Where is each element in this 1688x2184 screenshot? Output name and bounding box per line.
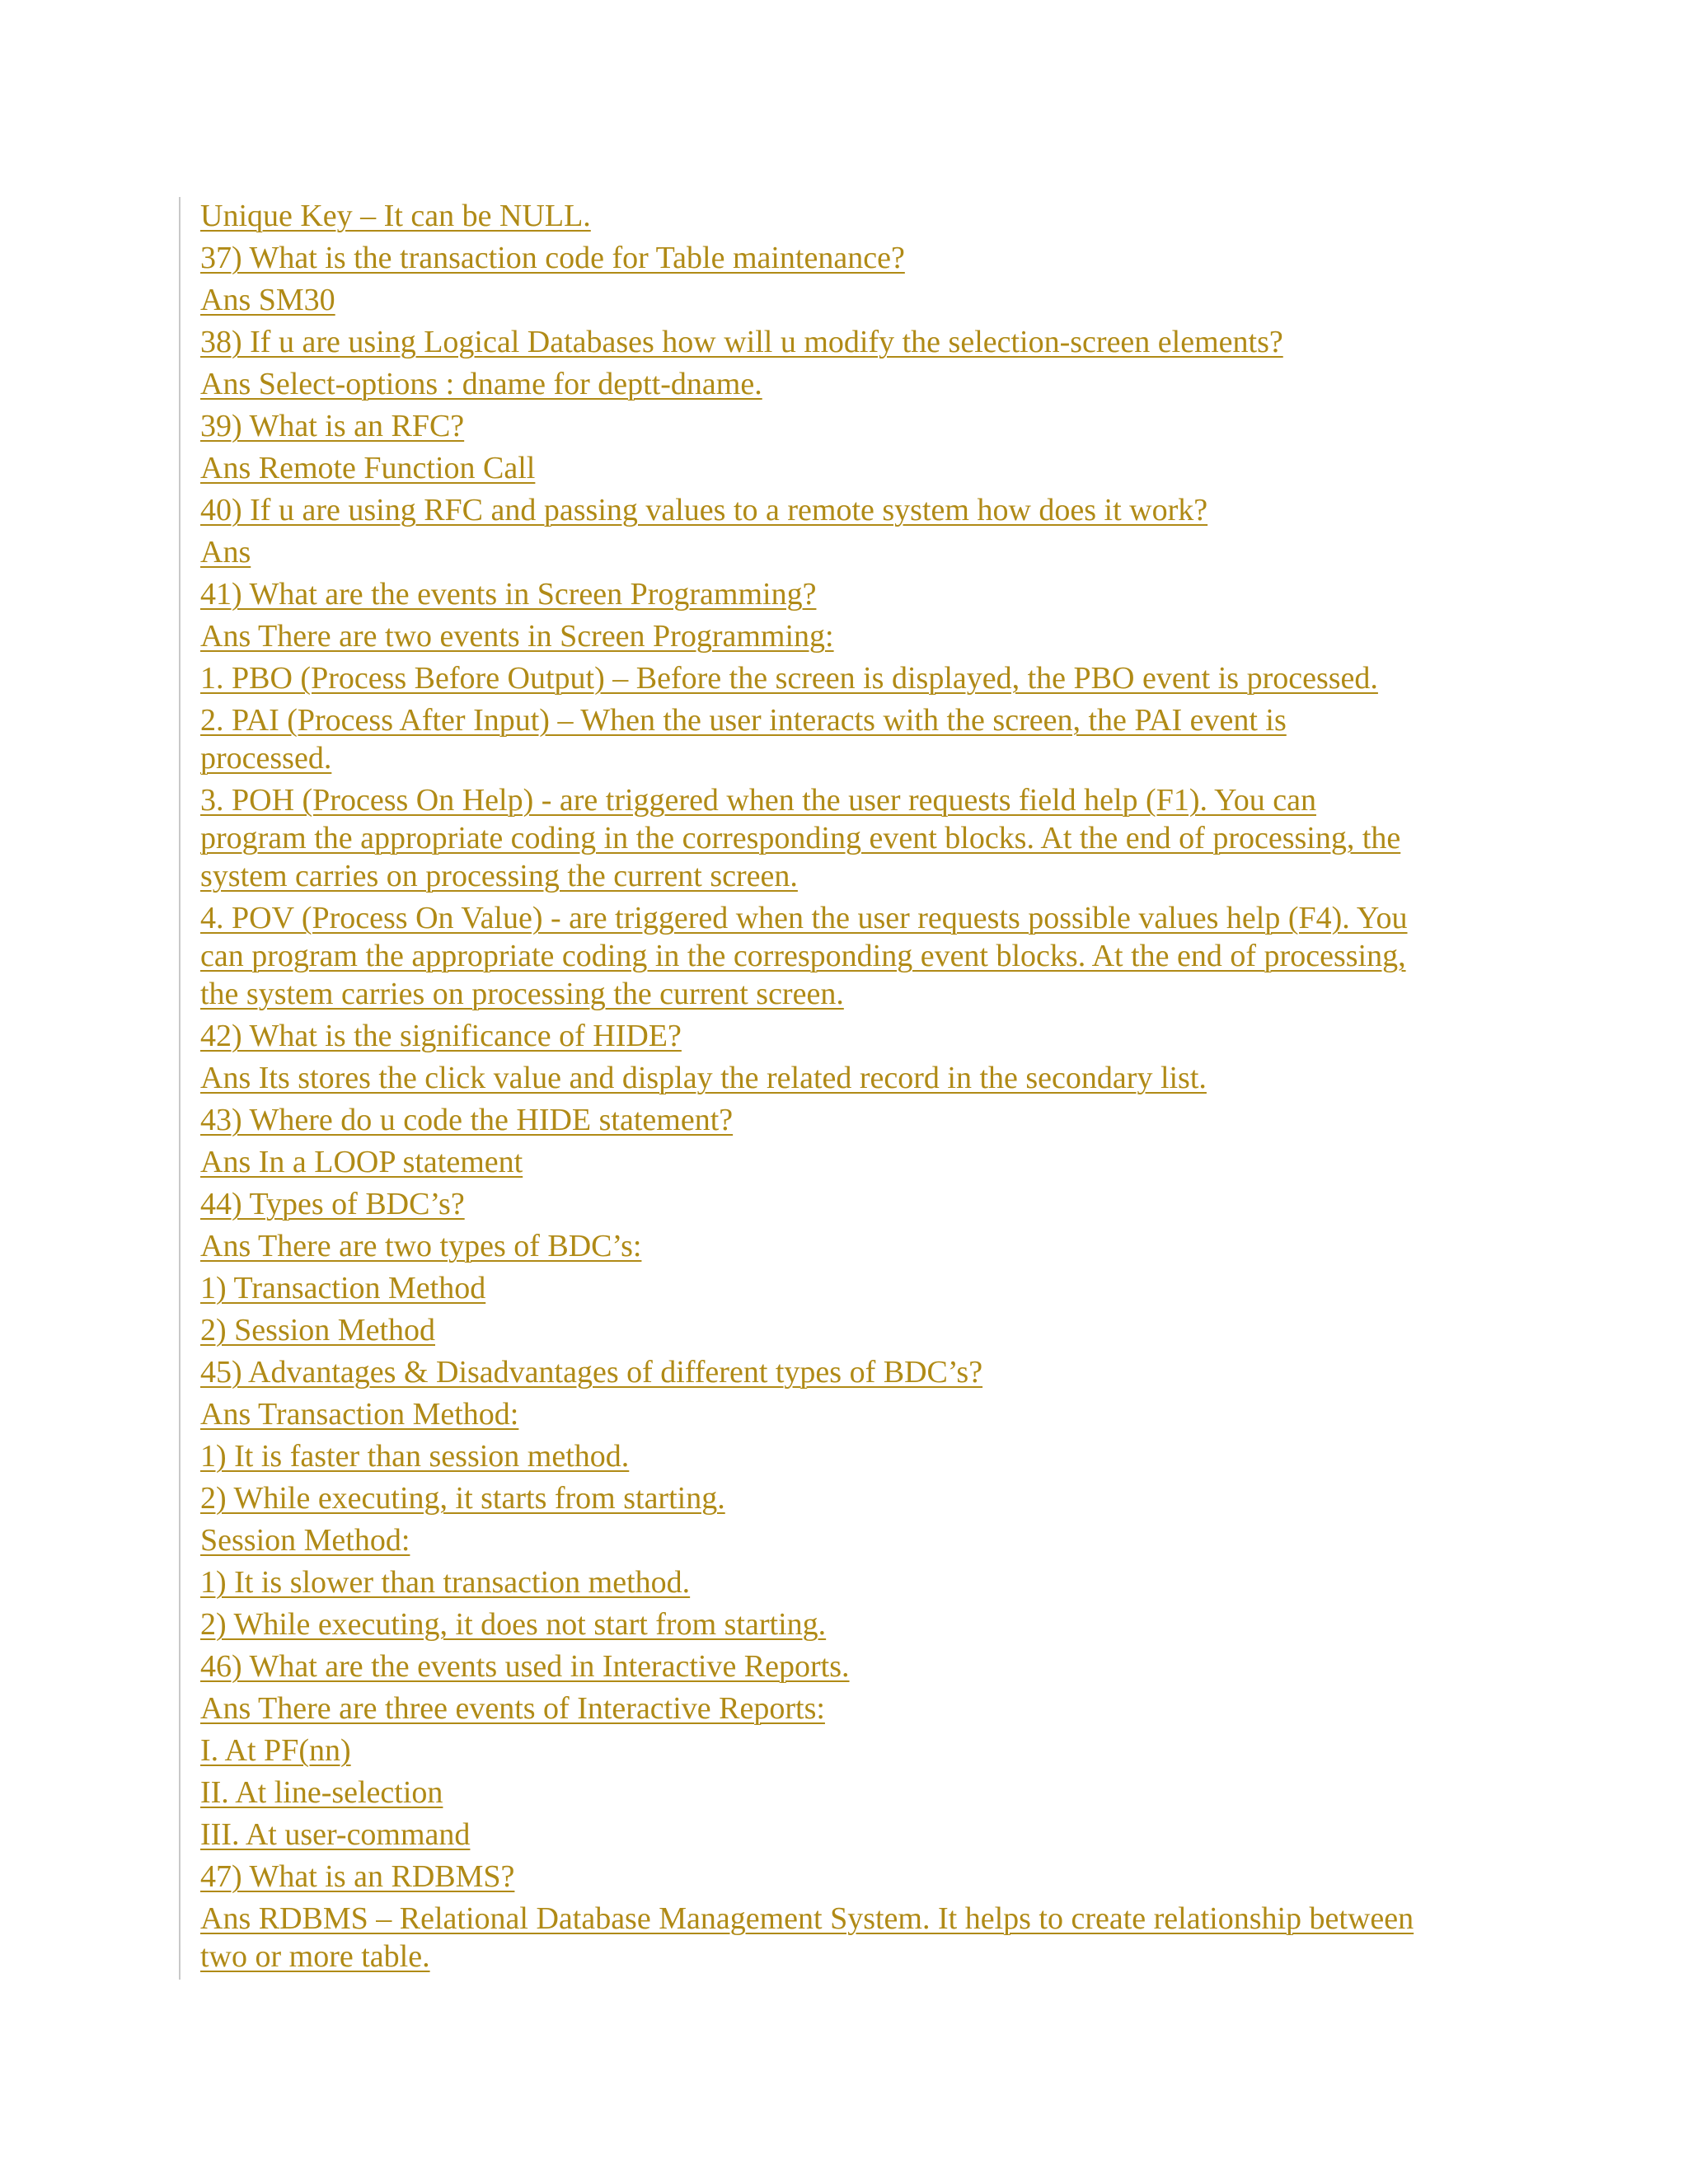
answer-45-subheading[interactable]: Session Method: xyxy=(200,1523,410,1558)
answer-45-item[interactable]: 1) It is slower than transaction method. xyxy=(200,1565,691,1600)
answer-45-item[interactable]: 2) While executing, it does not start from starting. xyxy=(200,1607,827,1642)
answer-47-cont[interactable]: two or more table. xyxy=(200,1939,430,1974)
answer-41-item-poh-cont[interactable]: program the appropriate coding in the corresponding event blocks. At the end of processing, the xyxy=(200,821,1401,855)
question-46[interactable]: 46) What are the events used in Interactive Reports. xyxy=(200,1649,850,1684)
answer-41[interactable]: Ans There are two events in Screen Programming: xyxy=(200,619,834,654)
answer-37[interactable]: Ans SM30 xyxy=(200,283,335,317)
answer-41-item-pbo[interactable]: 1. PBO (Process Before Output) – Before the screen is displayed, the PBO event is processed. xyxy=(200,661,1378,696)
question-38[interactable]: 38) If u are using Logical Databases how will u modify the selection-screen elements? xyxy=(200,325,1283,359)
answer-41-item-pov[interactable]: 4. POV (Process On Value) - are triggered when the user requests possible values help (F4). You xyxy=(200,901,1408,935)
answer-44[interactable]: Ans There are two types of BDC’s: xyxy=(200,1229,642,1263)
answer-46[interactable]: Ans There are three events of Interactive Reports: xyxy=(200,1691,825,1726)
question-37[interactable]: 37) What is the transaction code for Table maintenance? xyxy=(200,241,905,275)
question-47[interactable]: 47) What is an RDBMS? xyxy=(200,1859,515,1894)
text-line[interactable]: Unique Key – It can be NULL. xyxy=(200,199,591,233)
document-body xyxy=(179,197,1536,1980)
answer-41-item-pov-cont[interactable]: the system carries on processing the current screen. xyxy=(200,977,844,1011)
answer-46-item[interactable]: III. At user-command xyxy=(200,1817,471,1852)
answer-38[interactable]: Ans Select-options : dname for deptt-dname. xyxy=(200,367,762,401)
answer-44-item[interactable]: 2) Session Method xyxy=(200,1313,435,1347)
question-39[interactable]: 39) What is an RFC? xyxy=(200,409,465,443)
answer-44-item[interactable]: 1) Transaction Method xyxy=(200,1271,486,1305)
question-45[interactable]: 45) Advantages & Disadvantages of different types of BDC’s? xyxy=(200,1355,983,1390)
answer-45-item[interactable]: 2) While executing, it starts from starting. xyxy=(200,1481,725,1516)
question-42[interactable]: 42) What is the significance of HIDE? xyxy=(200,1019,682,1053)
answer-41-item-poh-cont[interactable]: system carries on processing the current screen. xyxy=(200,859,798,893)
answer-40[interactable]: Ans xyxy=(200,535,251,569)
question-43[interactable]: 43) Where do u code the HIDE statement? xyxy=(200,1103,734,1137)
question-40[interactable]: 40) If u are using RFC and passing values to a remote system how does it work? xyxy=(200,493,1208,527)
answer-42[interactable]: Ans Its stores the click value and display the related record in the secondary list. xyxy=(200,1061,1207,1095)
answer-41-item-pai-cont[interactable]: processed. xyxy=(200,741,332,776)
answer-46-item[interactable]: I. At PF(nn) xyxy=(200,1733,351,1768)
answer-39[interactable]: Ans Remote Function Call xyxy=(200,451,536,485)
answer-41-item-pov-cont[interactable]: can program the appropriate coding in the corresponding event blocks. At the end of processing, xyxy=(200,939,1406,973)
answer-41-item-poh[interactable]: 3. POH (Process On Help) - are triggered when the user requests field help (F1). You can xyxy=(200,783,1316,818)
answer-45[interactable]: Ans Transaction Method: xyxy=(200,1397,519,1432)
answer-47[interactable]: Ans RDBMS – Relational Database Management System. It helps to create relationship between xyxy=(200,1901,1414,1936)
answer-43[interactable]: Ans In a LOOP statement xyxy=(200,1145,523,1179)
question-44[interactable]: 44) Types of BDC’s? xyxy=(200,1187,465,1221)
question-41[interactable]: 41) What are the events in Screen Programming? xyxy=(200,577,817,612)
answer-46-item[interactable]: II. At line-selection xyxy=(200,1775,443,1810)
answer-45-item[interactable]: 1) It is faster than session method. xyxy=(200,1439,630,1474)
answer-41-item-pai[interactable]: 2. PAI (Process After Input) – When the user interacts with the screen, the PAI event is xyxy=(200,703,1287,738)
